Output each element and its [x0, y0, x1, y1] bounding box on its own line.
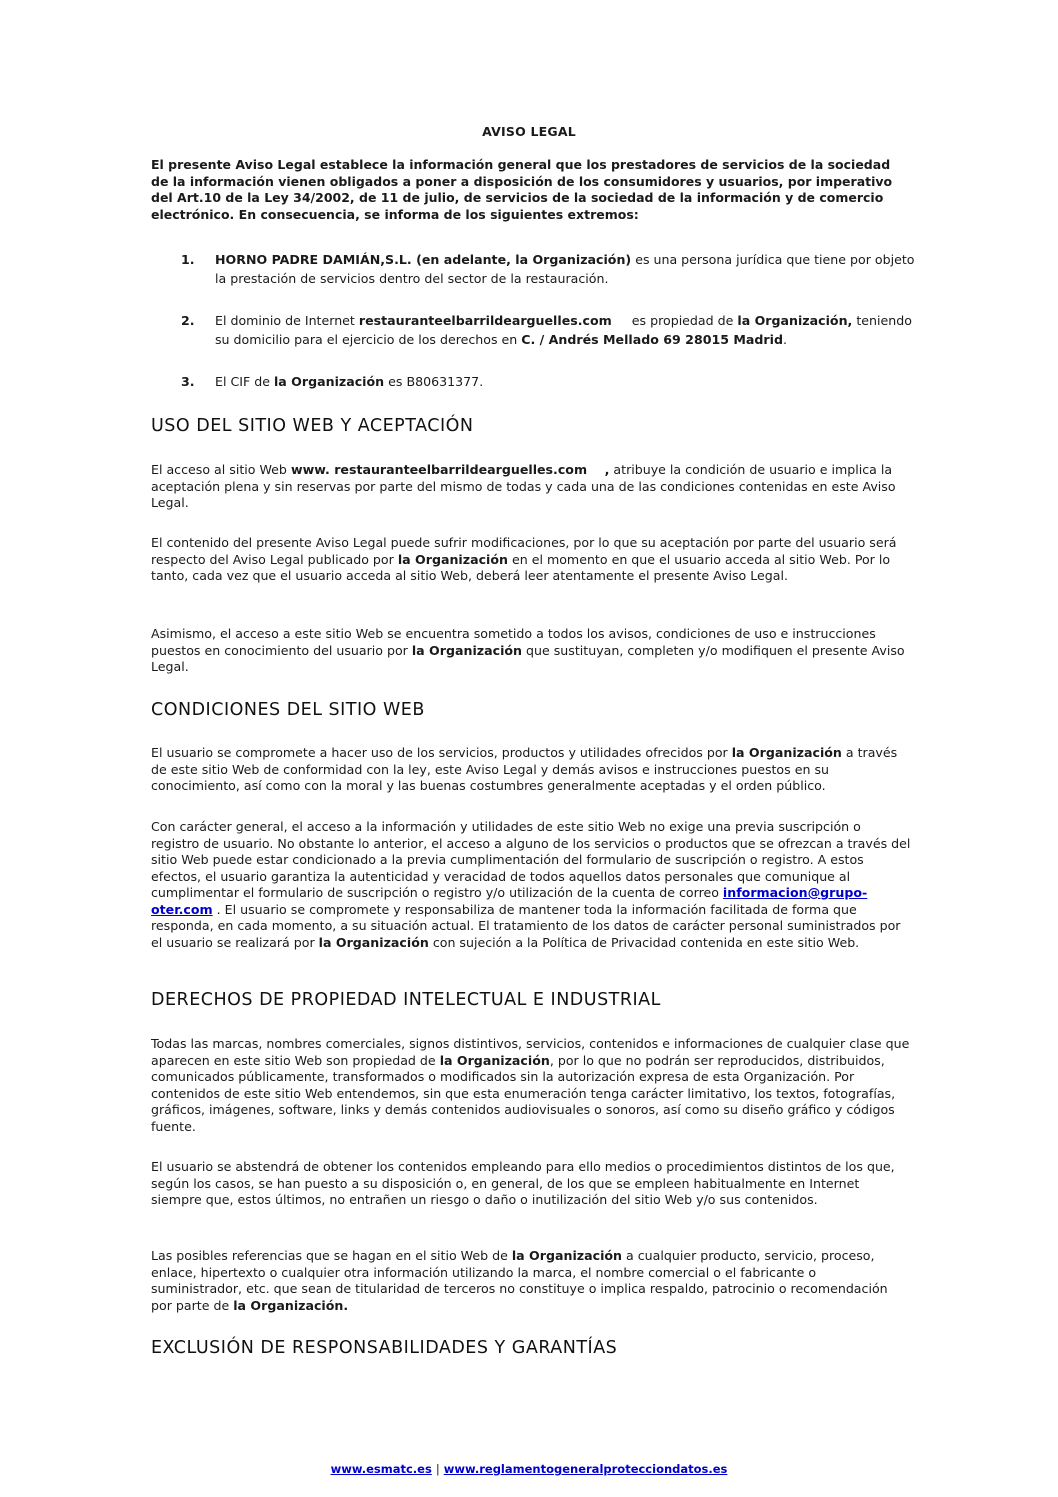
email-link[interactable]: informacion@grupo-oter.com: [151, 885, 868, 917]
text-run: es propiedad de: [611, 313, 738, 328]
text-run: Todas las marcas, nombres comerciales, signos distintivos, servicios, contenidos e informaciones de cualquier clase que aparecen en este sitio Web son propiedad de: [151, 1036, 910, 1068]
text-run: atribuye la condición de usuario e implica la aceptación plena y sin reservas por parte del mismo de todas y cada una de las condiciones contenidas en este Aviso Legal.: [151, 462, 896, 510]
org-name: la Organización: [511, 1248, 622, 1263]
paragraph: [151, 819, 911, 951]
section-heading: EXCLUSIÓN DE RESPONSABILIDADES Y GARANTÍAS: [151, 1338, 618, 1358]
footer-link-reglamento[interactable]: www.reglamentogeneralprotecciondatos.es: [443, 1462, 728, 1476]
paragraph: [151, 626, 911, 676]
text-run: a través de este sitio Web de conformidad con la ley, este Aviso Legal y demás avisos e instrucciones puestos en su conocimiento, así como con la moral y las buenas costumbres generalmente aceptadas y el orden público.: [151, 745, 898, 793]
org-name: la Organización: [731, 745, 842, 760]
list-number: 1.: [181, 252, 195, 267]
list-item-text: [215, 372, 915, 391]
org-name: la Organización,: [737, 313, 853, 328]
text-run: . El usuario se compromete y responsabiliza de mantener toda la información facilitada de forma que responda, en cada momento, a su situación actual. El tratamiento de los datos de carácter personal suministrados por el usuario se realizará por: [151, 901, 901, 950]
text-run: en el momento en que el usuario acceda al sitio Web. Por lo tanto, cada vez que el usuario acceda al sitio Web, deberá leer atentamente el presente Aviso Legal.: [151, 551, 891, 583]
text-run: Asimismo, el acceso a este sitio Web se encuentra sometido a todos los avisos, condiciones de uso e instrucciones puestos en conocimiento del usuario por: [151, 626, 876, 658]
domain-name: www. restauranteelbarrildearguelles.com ,: [290, 462, 610, 477]
list-item-text: [215, 311, 915, 349]
page-title: AVISO LEGAL: [482, 124, 576, 139]
org-name: la Organización: [397, 551, 508, 567]
paragraph: [151, 462, 911, 512]
section-heading: DERECHOS DE PROPIEDAD INTELECTUAL E INDUSTRIAL: [151, 990, 661, 1010]
paragraph: [151, 535, 911, 585]
list-item-text: [215, 250, 915, 288]
text-run: El dominio de Internet: [215, 313, 359, 328]
text-run: con sujeción a la Política de Privacidad contenida en este sitio Web.: [428, 934, 860, 950]
text-run: Con carácter general, el acceso a la información y utilidades de este sitio Web no exige una previa suscripción o registro de usuario. No obstante lo anterior, el acceso a alguno de los servicios o productos que se ofrezcan a través del sitio Web puede estar condicionado a la previa cumplimentación del formulario de suscripción o registro. A estos efectos, el usuario garantiza la autenticidad y veracidad de todos aquellos datos personales que comunique al cumplimentar el formulario de suscripción o registro y/o utilización de la cuenta de correo: [151, 819, 911, 900]
text-run: El CIF de: [215, 374, 274, 389]
cif-number: B80631377: [406, 374, 480, 389]
text-run: es: [384, 374, 407, 389]
text-run: El acceso al sitio Web: [151, 462, 291, 477]
footer-link-esmatc[interactable]: www.esmatc.es: [330, 1462, 432, 1476]
org-name: la Organización: [411, 642, 522, 658]
footer-separator: |: [435, 1462, 440, 1476]
paragraph: [151, 745, 911, 795]
list-number: 3.: [181, 374, 195, 389]
footer-links: [0, 1462, 1058, 1476]
text-run: El contenido del presente Aviso Legal puede sufrir modificaciones, por lo que su aceptación por parte del usuario será respecto del Aviso Legal publicado por: [151, 535, 897, 567]
text-run: El usuario se compromete a hacer uso de los servicios, productos y utilidades ofrecidos por: [151, 745, 732, 760]
org-name: la Organización: [273, 374, 385, 389]
address: C. / Andrés Mellado 69 28015 Madrid: [521, 332, 783, 347]
list-number: 2.: [181, 313, 195, 328]
text-run: .: [479, 374, 484, 389]
text-run: que sustituyan, completen y/o modifiquen el presente Aviso Legal.: [151, 642, 905, 674]
org-name: la Organización: [318, 934, 429, 950]
paragraph: [151, 1248, 911, 1314]
text-run: Las posibles referencias que se hagan en el sitio Web de: [151, 1248, 512, 1263]
domain-name: restauranteelbarrildearguelles.com: [358, 313, 612, 328]
text-run: a cualquier producto, servicio, proceso, enlace, hipertexto o cualquier otra información utilizando la marca, el nombre comercial o el fabricante o suministrador, etc. que sean de titularidad de terceros no constituye o implica respaldo, patrocinio o recomendación por parte de: [151, 1248, 888, 1313]
paragraph: El usuario se abstendrá de obtener los contenidos empleando para ello medios o procedimientos distintos de los que, según los casos, se han puesto a su disposición o, en general, de los que se empleen habitualmente en Internet siempre que, estos últimos, no entrañen un riesgo o daño o inutilización del sitio Web y/o sus contenidos.: [151, 1159, 895, 1207]
list-item-body: es una persona jurídica que tiene por objeto la prestación de servicios dentro del sector de la restauración.: [215, 252, 915, 286]
org-name: la Organización.: [233, 1297, 349, 1313]
paragraph: [151, 1036, 911, 1135]
intro-paragraph: El presente Aviso Legal establece la información general que los prestadores de servicios de la sociedad de la información vienen obligados a poner a disposición de los consumidores y usuarios, por imperativo del Art.10 de la Ley 34/2002, de 11 de julio, de servicios de la sociedad de la información y de comercio electrónico. En consecuencia, se informa de los siguientes extremos:: [151, 157, 893, 222]
text-run: .: [782, 332, 787, 347]
text-run: , por lo que no podrán ser reproducidos, distribuidos, comunicados públicamente, transformados o modificados sin la autorización expresa de esta Organización. Por contenidos de este sitio Web entendemos, sin que esta enumeración tenga carácter limitativo, los textos, fotografías, gráficos, imágenes, software, links y demás contenidos audiovisuales o sonoros, así como su diseño gráfico y códigos fuente.: [151, 1052, 896, 1134]
section-heading: CONDICIONES DEL SITIO WEB: [151, 700, 425, 720]
org-name: la Organización: [439, 1052, 550, 1068]
company-name: HORNO PADRE DAMIÁN,S.L. (en adelante, la Organización): [215, 252, 632, 267]
text-run: teniendo su domicilio para el ejercicio de los derechos en: [215, 313, 912, 347]
section-heading: USO DEL SITIO WEB Y ACEPTACIÓN: [151, 416, 474, 436]
